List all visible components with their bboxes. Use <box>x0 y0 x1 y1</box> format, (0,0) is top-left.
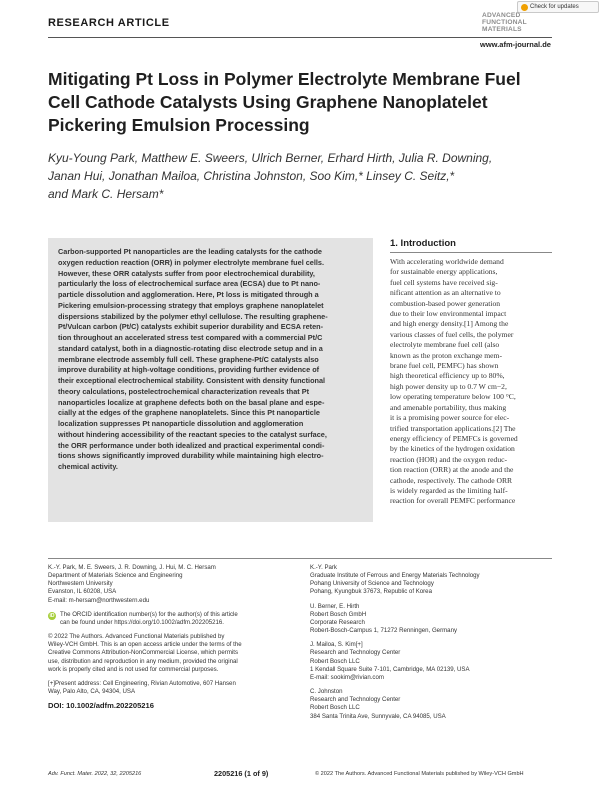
affiliation-line: Pohang University of Science and Technology <box>310 580 434 588</box>
title-line: Mitigating Pt Loss in Polymer Electrolyte Membrane Fuel <box>48 69 521 89</box>
affiliation-line: Graduate Institute of Ferrous and Energy Materials Technology <box>310 572 480 580</box>
abstract-line: their exceptional electrochemical stability. Consistent with density functional <box>58 376 326 385</box>
doi-link[interactable]: DOI: 10.1002/adfm.202205216 <box>48 701 154 711</box>
abstract-line: Pt/Vulcan carbon (Pt/C) catalysts exhibit superior durability and ECSA reten- <box>58 322 324 332</box>
intro-line: energy efficiency of PEMFCs is governed <box>390 433 518 443</box>
intro-line: combustion-based power generation <box>390 298 501 308</box>
abstract-line: Pickering emulsion-processing strategy that employs graphene nanoplatelet <box>58 300 324 310</box>
affiliation-line: Robert Bosch GmbH <box>310 610 367 618</box>
affiliation-line: Robert Bosch LLC <box>310 704 360 712</box>
title-line: Pickering Emulsion Processing <box>48 115 310 135</box>
copyright-line: © 2022 The Authors. Advanced Functional Materials published by <box>48 633 225 641</box>
abstract-line: theory calculations, postelectrochemical characterization reveals that Pt <box>58 386 310 396</box>
intro-line: high power density up to 0.7 W cm−2, <box>390 381 507 391</box>
introduction-heading: 1. Introduction <box>390 238 456 249</box>
author-line: Kyu-Young Park, Matthew E. Sweers, Ulrich Berner, Erhard Hirth, Julia R. Downing, <box>48 151 493 165</box>
copyright-line: use, distribution and reproduction in any medium, provided the original <box>48 657 238 665</box>
author-list <box>48 149 518 203</box>
affiliation-line: Evanston, IL 60208, USA <box>48 588 117 596</box>
footer-page-number: 2205216 (1 of 9) <box>214 769 269 778</box>
orcid-note <box>48 611 298 627</box>
abstract-box <box>48 238 373 522</box>
affiliations-right <box>310 564 552 721</box>
affiliations-divider <box>48 558 552 559</box>
affiliation-line: J. Mailoa, S. Kim[+] <box>310 641 363 649</box>
affiliation-line: U. Berner, E. Hirth <box>310 602 360 610</box>
abstract-line: dispersions stabilized by the polymer ethyl cellulose. The resulting graphene- <box>58 311 328 321</box>
abstract-line: standard catalyst, both in a diagnostic-rotating disc electrode setup and in a <box>58 343 323 353</box>
intro-line: electrolyte membrane fuel cell (also <box>390 340 500 350</box>
journal-url-link[interactable]: www.afm-journal.de <box>480 40 551 49</box>
intro-line: reaction (HOR) and the oxygen reduc- <box>390 454 508 464</box>
affiliation-line: Research and Technology Center <box>310 696 401 704</box>
abstract-line: tion throughout an accelerated stress test compared with a commercial Pt/C <box>58 333 323 342</box>
affiliation-line: K.-Y. Park, M. E. Sweers, J. R. Downing, J. Hui, M. C. Hersam <box>48 564 216 571</box>
affiliation-line: 384 Santa Trinita Ave, Sunnyvale, CA 94085, USA <box>310 712 446 720</box>
abstract-line: However, these ORR catalysts suffer from poor electrochemical durability, <box>58 268 315 278</box>
intro-line: low operating temperature below 100 °C, <box>390 392 516 402</box>
abstract-line: chemical activity. <box>58 462 118 471</box>
affiliation-line: K.-Y. Park <box>310 564 337 571</box>
abstract-line: cially at the edges of the graphene nanoplatelets. Since this Pt nanoparticle <box>58 408 320 418</box>
affiliation-line: Northwestern University <box>48 580 113 588</box>
abstract-line: nanoparticles localize at graphene defects both on the basal plane and espe- <box>58 397 325 407</box>
footer-citation: Adv. Funct. Mater. 2022, 32, 2205216 <box>48 771 142 777</box>
abstract-line: without hindering accessibility of the reactant species to the catalyst surface, <box>58 429 327 439</box>
abstract-line: localization suppresses Pt nanoparticle dissolution and agglomeration <box>58 419 304 428</box>
affiliation-line: 1 Kendall Square Suite 7-101, Cambridge, MA 02139, USA <box>310 665 470 673</box>
intro-line: With accelerating worldwide demand <box>390 257 504 266</box>
abstract-line: particularly the loss of electrochemical surface area (ECSA) due to Pt nano- <box>58 279 321 289</box>
intro-line: high theoretical efficiency up to 80%, <box>390 371 505 381</box>
footer-copyright: © 2022 The Authors. Advanced Functional Materials published by Wiley-VCH GmbH <box>315 771 524 777</box>
intro-line: for sustainable energy applications, <box>390 267 498 277</box>
intro-line: nificant attention as an alternative to <box>390 288 501 298</box>
author-line: Janan Hui, Jonathan Mailoa, Christina Johnston, Soo Kim,* Linsey C. Seitz,* <box>48 169 455 183</box>
corresponding-email[interactable]: E-mail: sookim@rivian.com <box>310 673 384 681</box>
update-badge-label: Check for updates <box>530 4 579 10</box>
orcid-link[interactable]: can be found under https://doi.org/10.1002/adfm.202205216. <box>60 618 224 626</box>
copyright-line: Wiley-VCH GmbH. This is an open access article under the terms of the <box>48 641 242 649</box>
abstract-line: Carbon-supported Pt nanoparticles are the leading catalysts for the cathode <box>58 247 322 256</box>
intro-line: trified transportation applications.[2] The <box>390 423 516 433</box>
corresponding-email[interactable]: E-mail: m-hersam@northwestern.edu <box>48 596 150 604</box>
present-address-line: Way, Palo Alto, CA, 94304, USA <box>48 688 136 696</box>
intro-line: fuel cell systems have received sig- <box>390 277 498 287</box>
intro-line: various classes of fuel cells, the polymer <box>390 329 514 339</box>
article-title <box>48 68 528 137</box>
logo-line: ADVANCED <box>482 12 521 19</box>
affiliation-line: Robert Bosch LLC <box>310 657 360 665</box>
abstract-line: membrane electrode assembly full cell. These graphene-Pt/C catalysts also <box>58 354 319 364</box>
intro-line: and high energy density.[1] Among the <box>390 319 509 329</box>
abstract-line: oxygen reduction reaction (ORR) in polymer electrolyte membrane fuel cells. <box>58 257 325 267</box>
affiliation-line: Robert-Bosch-Campus 1, 71272 Renningen, Germany <box>310 627 458 635</box>
intro-line: reaction for overall PEMFC performance <box>390 496 516 506</box>
update-icon <box>521 4 528 11</box>
abstract-line: particle dissolution and agglomeration. Here, Pt loss is mitigated through a <box>58 290 319 299</box>
intro-line: known as the proton exchange mem- <box>390 350 502 360</box>
affiliation-line: Research and Technology Center <box>310 649 401 657</box>
journal-logo <box>482 12 552 33</box>
intro-line: is widely regarded as the limiting half- <box>390 485 508 495</box>
affiliation-line: Department of Materials Science and Engineering <box>48 572 183 580</box>
affiliations-left <box>48 564 298 710</box>
logo-line: FUNCTIONAL <box>482 19 527 26</box>
title-line: Cell Cathode Catalysts Using Graphene Nanoplatelet <box>48 92 488 112</box>
copyright-line: Creative Commons Attribution-NonCommercial License, which permits <box>48 649 238 657</box>
orcid-line: The ORCID identification number(s) for the author(s) of this article <box>60 610 238 618</box>
intro-line: cathode, respectively. The cathode ORR <box>390 475 513 485</box>
copyright-line: work is properly cited and is not used for commercial purposes. <box>48 665 219 673</box>
abstract-text <box>58 247 363 473</box>
intro-line: by the kinetics of the hydrogen oxidation <box>390 444 515 454</box>
abstract-line: tions shows significantly improved durability while maintaining high electro- <box>58 451 324 461</box>
section-label: RESEARCH ARTICLE <box>48 17 170 29</box>
abstract-line: improve durability at high-voltage conditions, providing further evidence of <box>58 365 320 375</box>
introduction-divider <box>390 252 552 253</box>
intro-line: brane fuel cell, PEMFC) has shown <box>390 361 499 371</box>
introduction-text <box>390 257 552 507</box>
intro-line: due to their low environmental impact <box>390 309 507 319</box>
present-address-line: [+]Present address: Cell Engineering, Rivian Automotive, 607 Hansen <box>48 679 236 687</box>
affiliation-line: Corporate Research <box>310 618 365 626</box>
affiliation-line: Pohang, Kyungbuk 37673, Republic of Korea <box>310 588 432 596</box>
author-line: and Mark C. Hersam* <box>48 187 164 201</box>
abstract-line: the ORR performance under both idealized and practical experimental condi- <box>58 440 325 450</box>
affiliation-line: C. Johnston <box>310 688 343 696</box>
orcid-icon: iD <box>49 612 55 619</box>
intro-line: and amenable portability, thus making <box>390 402 507 412</box>
intro-line: tion reaction (ORR) at the anode and the <box>390 465 514 475</box>
intro-line: it is a promising power source for elec- <box>390 413 510 423</box>
header-divider <box>48 37 552 38</box>
logo-line: MATERIALS <box>482 26 522 33</box>
